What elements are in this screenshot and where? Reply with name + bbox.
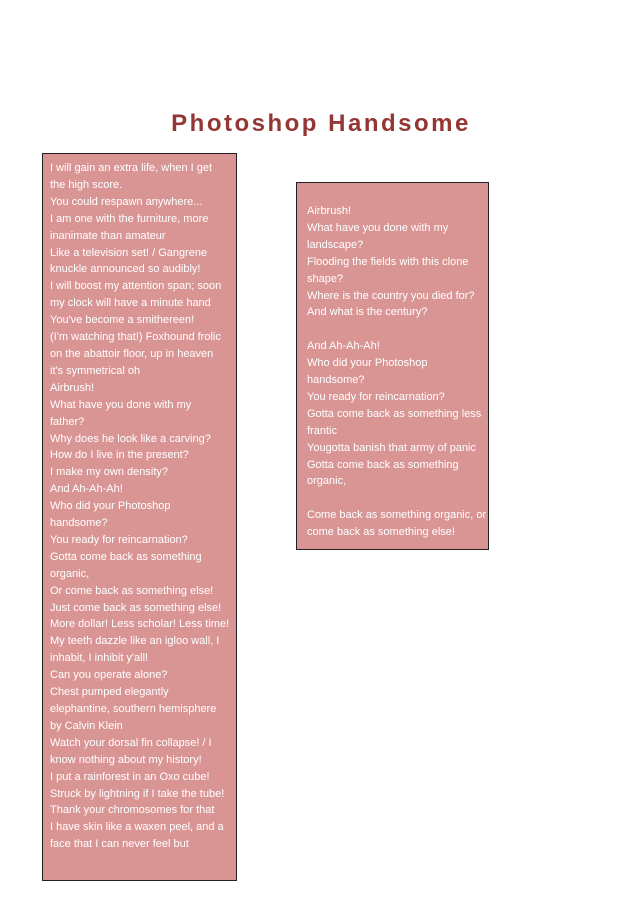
- lyric-line: organic,: [50, 567, 90, 580]
- lyric-line: I will gain an extra life, when I get: [50, 162, 213, 174]
- lyric-line: it's symmetrical oh: [50, 364, 141, 377]
- lyric-line: face that I can never feel but: [50, 838, 189, 851]
- lyric-line: Come back as something organic, or: [307, 509, 487, 522]
- lyric-line: Or come back as something else!: [50, 584, 214, 597]
- lyric-line: Can you operate alone?: [50, 669, 168, 682]
- lyric-line: inhabit, I inhibit y'all!: [50, 652, 149, 665]
- lyric-line: on the abattoir floor, up in heaven: [50, 347, 214, 360]
- lyric-line: You ready for reincarnation?: [307, 390, 445, 403]
- lyric-line: I am one with the furniture, more: [50, 212, 209, 225]
- lyric-line: handsome?: [307, 374, 365, 387]
- lyric-line: Airbrush!: [307, 205, 352, 217]
- lyric-line: (I'm watching that!) Foxhound frolic: [50, 331, 221, 344]
- lyric-line: elephantine, southern hemisphere: [50, 703, 217, 715]
- lyric-line: I will boost my attention span; soon: [50, 280, 222, 293]
- lyric-line: Airbrush!: [50, 381, 95, 394]
- lyric-line: You could respawn anywhere...: [50, 195, 203, 208]
- lyric-line: Yougotta banish that army of panic: [307, 441, 476, 454]
- lyric-line: And what is the century?: [307, 306, 428, 319]
- lyric-line: frantic: [307, 424, 337, 437]
- lyric-line: knuckle announced so audibly!: [50, 263, 201, 276]
- lyric-line: More dollar! Less scholar! Less time!: [50, 618, 230, 631]
- lyric-line: Like a television set! / Gangrene: [50, 246, 208, 259]
- lyric-line: You've become a smithereen!: [50, 314, 195, 327]
- lyric-line: My teeth dazzle like an igloo wall, I: [50, 635, 220, 648]
- lyrics-box-left: [42, 153, 237, 881]
- lyric-line: Watch your dorsal fin collapse! / I: [50, 736, 212, 749]
- lyric-line: Struck by lightning if I take the tube!: [50, 787, 225, 800]
- lyric-line: I make my own density?: [50, 466, 168, 479]
- lyric-line: landscape?: [307, 238, 364, 251]
- lyric-line: You ready for reincarnation?: [50, 533, 188, 546]
- lyric-line: Just come back as something else!: [50, 601, 222, 614]
- stanza-break: [307, 321, 482, 338]
- lyric-line: Who did your Photoshop: [50, 500, 171, 513]
- lyric-line: Thank your chromosomes for that: [50, 804, 215, 817]
- lyric-line: And Ah-Ah-Ah!: [50, 483, 123, 496]
- lyric-line: Gotta come back as something less: [307, 407, 482, 420]
- lyric-line: I put a rainforest in an Oxo cube!: [50, 770, 210, 783]
- page-title: Photoshop Handsome: [171, 110, 471, 137]
- lyric-line: father?: [50, 415, 85, 428]
- lyric-line: What have you done with my: [307, 221, 449, 234]
- lyric-line: know nothing about my history!: [50, 753, 202, 766]
- lyric-line: Chest pumped elegantly: [50, 686, 169, 699]
- lyric-line: handsome?: [50, 517, 108, 530]
- lyric-line: Flooding the fields with this clone: [307, 255, 469, 268]
- lyric-line: I have skin like a waxen peel, and a: [50, 821, 224, 834]
- lyric-line: Where is the country you died for?: [307, 289, 475, 302]
- lyric-line: the high score.: [50, 178, 123, 191]
- stanza-break: [307, 490, 482, 507]
- lyric-line: Gotta come back as something: [307, 458, 459, 471]
- lyric-line: my clock will have a minute hand: [50, 297, 211, 310]
- lyrics-box-right: [296, 182, 489, 550]
- lyric-line: inanimate than amateur: [50, 229, 166, 242]
- lyric-line: How do I live in the present?: [50, 449, 189, 462]
- lyric-line: What have you done with my: [50, 398, 192, 411]
- lyric-line: shape?: [307, 272, 344, 285]
- lyric-line: Who did your Photoshop: [307, 357, 428, 370]
- lyric-line: organic,: [307, 475, 347, 488]
- lyric-line: And Ah-Ah-Ah!: [307, 340, 380, 353]
- lyric-line: Gotta come back as something: [50, 550, 202, 563]
- lyric-line: Why does he look like a carving?: [50, 432, 211, 445]
- lyric-line: come back as something else!: [307, 526, 455, 539]
- lyric-line: by Calvin Klein: [50, 719, 123, 732]
